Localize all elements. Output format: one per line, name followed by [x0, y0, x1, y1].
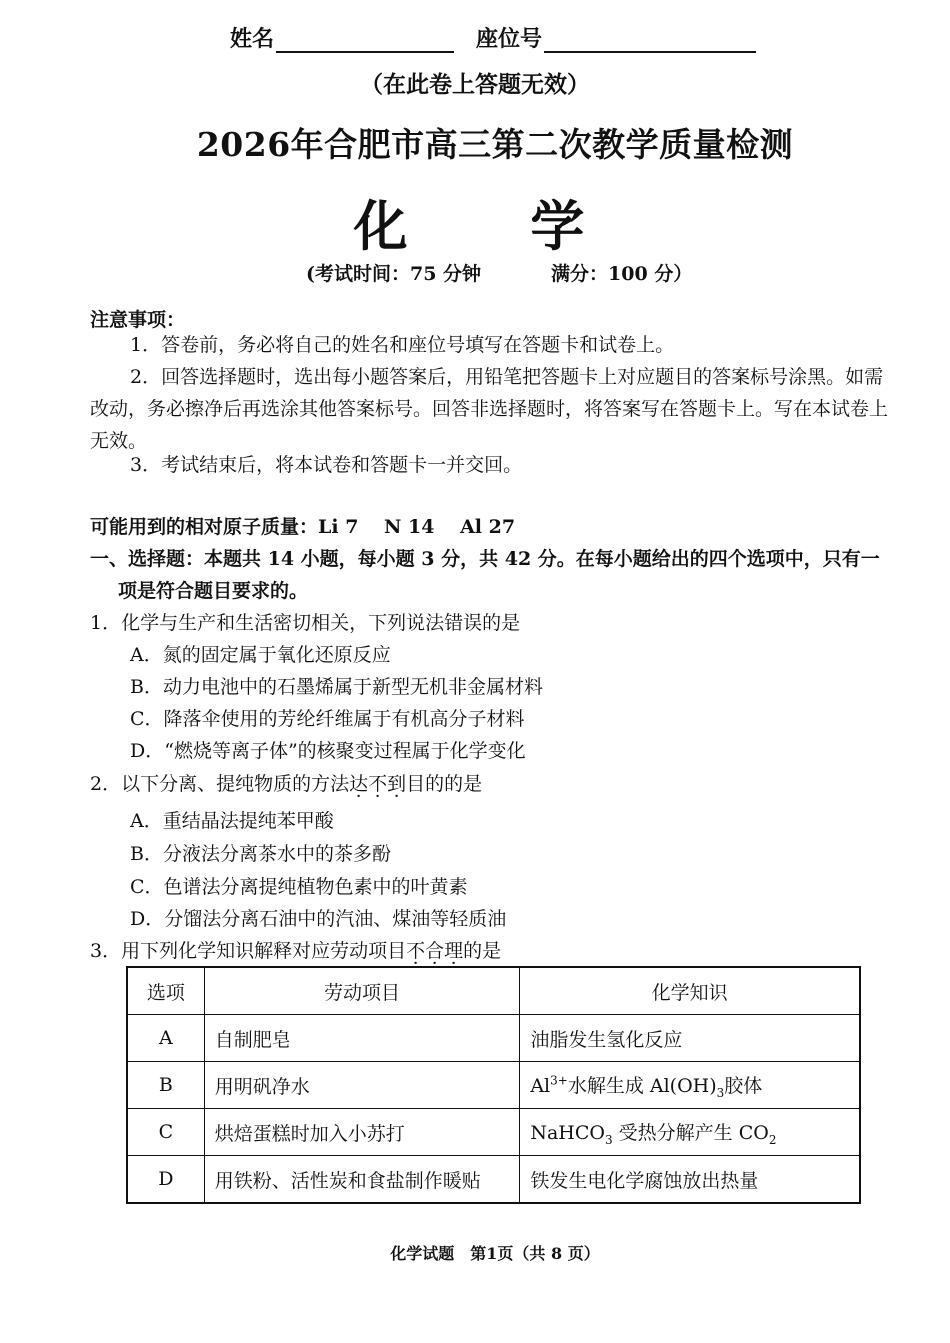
- table-cell-option: C: [127, 1109, 204, 1156]
- question-1-option-d: D．“燃烧等离子体”的核聚变过程属于化学变化: [130, 740, 526, 762]
- note-text-2: 2．回答选择题时，选出每小题答案后，用铅笔把答题卡上对应题目的答案标号涂黑。如需改动，务必擦净后再选涂其他答案标号。回答非选择题时，将答案写在答题卡上。写在本试卷上无效。: [90, 366, 889, 452]
- section1-line1: 一、选择题：本题共 14 小题，每小题 3 分，共 42 分。在每小题给出的四个选项中，只有一: [90, 548, 880, 570]
- question-3-stem-before: 3．用下列化学知识解释对应劳动项目: [90, 940, 407, 962]
- note-item-2: [90, 361, 902, 457]
- table-cell-knowledge: 铁发生电化学腐蚀放出热量: [520, 1156, 860, 1204]
- formula-subscript: 2: [768, 1132, 777, 1147]
- table-header-knowledge: 化学知识: [520, 967, 860, 1015]
- question-2-option-b: B．分液法分离茶水中的茶多酚: [130, 843, 391, 865]
- emphasis-char: 不: [406, 940, 426, 962]
- question-3-stem: [90, 936, 501, 963]
- section1-line2: 项是符合题目要求的。: [118, 580, 309, 602]
- emphasis-char: 达: [349, 773, 369, 795]
- question-1-option-b: B．动力电池中的石墨烯属于新型无机非金属材料: [130, 676, 543, 698]
- formula-part: Al: [530, 1074, 551, 1097]
- formula-subscript: 3: [716, 1085, 725, 1100]
- table-cell-option: D: [127, 1156, 204, 1204]
- table-cell-labor: 烘焙蛋糕时加入小苏打: [204, 1109, 520, 1156]
- question-1-stem: 1．化学与生产和生活密切相关，下列说法错误的是: [90, 612, 521, 634]
- question-2-option-a: A．重结晶法提纯苯甲酸: [130, 810, 334, 832]
- question-1-option-a: A．氮的固定属于氧化还原反应: [130, 644, 391, 666]
- table-cell-knowledge: [520, 1062, 860, 1109]
- formula-part: 受热分解产生 CO: [612, 1121, 769, 1144]
- table-row: [127, 1015, 860, 1062]
- table-cell-option: A: [127, 1015, 204, 1062]
- note-item-3: [90, 449, 902, 481]
- subject-title: [0, 184, 950, 261]
- invalid-note: （在此卷上答题无效）: [360, 71, 590, 98]
- formula-subscript: 3: [604, 1132, 613, 1147]
- table-header-labor: 劳动项目: [204, 967, 520, 1015]
- seat-blank: [544, 29, 756, 53]
- seat-field: [476, 22, 756, 53]
- table-row: [127, 1156, 860, 1204]
- table-cell-labor: 用明矾净水: [204, 1062, 520, 1109]
- table-header-option: 选项: [127, 967, 204, 1015]
- seat-label: 座位号: [476, 26, 543, 52]
- table-row: [127, 1062, 860, 1109]
- question-2-option-d: D．分馏法分离石油中的汽油、煤油等轻质油: [130, 908, 507, 930]
- question-1-option-c: C．降落伞使用的芳纶纤维属于有机高分子材料: [130, 708, 525, 730]
- question-2-stem-after: 目的的是: [406, 773, 483, 795]
- table-cell-labor: 用铁粉、活性炭和食盐制作暖贴: [204, 1156, 520, 1204]
- question-3-table: [126, 966, 861, 1204]
- atomic-mass-line: 可能用到的相对原子质量：Li 7 N 14 Al 27: [90, 516, 516, 538]
- note-item-1: [90, 329, 902, 361]
- notes-title: 注意事项：: [90, 309, 186, 331]
- formula-part: 水解生成 Al(OH): [567, 1074, 717, 1097]
- name-label: 姓名: [230, 26, 275, 52]
- exam-title: 2026年合肥市高三第二次教学质量检测: [196, 125, 794, 164]
- question-3-stem-after: 的是: [463, 940, 502, 962]
- table-row: [127, 1109, 860, 1156]
- table-cell-labor: 自制肥皂: [204, 1015, 520, 1062]
- table-cell-knowledge: [520, 1109, 860, 1156]
- emphasis-char: 到: [387, 773, 407, 795]
- emphasis-char: 不: [368, 773, 388, 795]
- exam-info: [306, 259, 692, 286]
- emphasis-char: 理: [444, 940, 464, 962]
- table-header-row: [127, 967, 860, 1015]
- table-cell-option: B: [127, 1062, 204, 1109]
- question-2-stem: [90, 769, 482, 796]
- note-text-3: 3．考试结束后，将本试卷和答题卡一并交回。: [130, 454, 523, 476]
- formula-superscript: 3+: [550, 1073, 568, 1088]
- question-2-option-c: C．色谱法分离提纯植物色素中的叶黄素: [130, 876, 468, 898]
- subject-text: 化 学: [353, 194, 637, 258]
- score-info: 满分：100 分）: [551, 263, 693, 285]
- question-2-stem-before: 2．以下分离、提纯物质的方法: [90, 773, 350, 795]
- formula-part: 胶体: [724, 1074, 763, 1097]
- table-cell-knowledge: 油脂发生氢化反应: [520, 1015, 860, 1062]
- note-text-1: 1．答卷前，务必将自己的姓名和座位号填写在答题卡和试卷上。: [130, 334, 675, 356]
- name-field: [230, 22, 454, 53]
- name-blank: [276, 29, 454, 53]
- emphasis-char: 合: [425, 940, 445, 962]
- formula-part: NaHCO: [530, 1121, 605, 1144]
- page-footer: 化学试题 第1页（共 8 页）: [390, 1244, 600, 1263]
- time-info: (考试时间：75 分钟: [306, 263, 482, 285]
